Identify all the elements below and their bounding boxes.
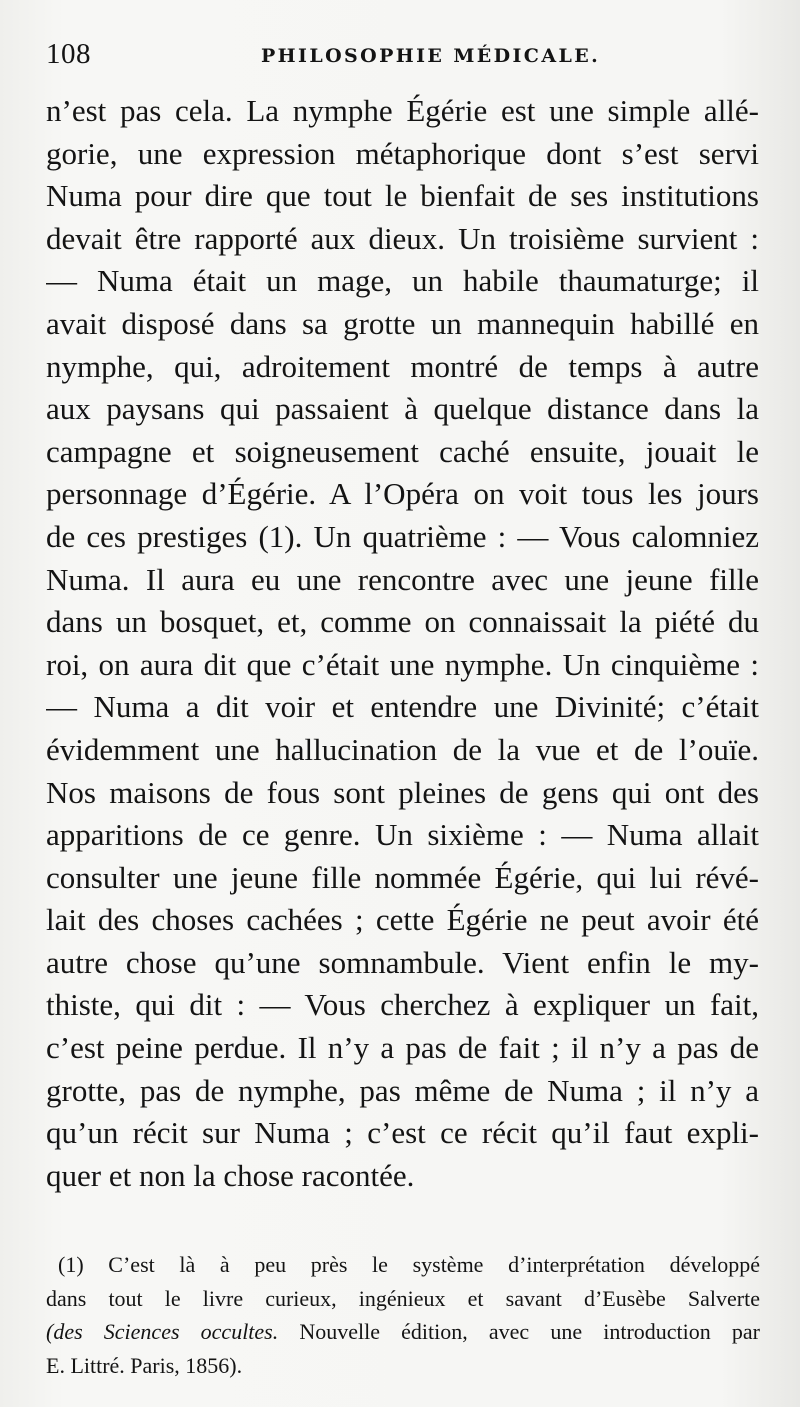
text-line: gorie, une expression métaphorique dont s’est servi bbox=[46, 135, 759, 171]
text-line: c’est peine perdue. Il n’y a pas de fait ; il n’y a pas de bbox=[46, 1030, 759, 1066]
text-line: n’est pas cela. La nymphe Égérie est une simple allé- bbox=[46, 93, 759, 128]
footnote-line: (1) C’est là à peu près le système d’interprétation développé bbox=[58, 1252, 760, 1277]
text-line: campagne et soigneusement caché ensuite, jouait le bbox=[46, 433, 759, 469]
text-line-last: quer et non la chose racontée. bbox=[46, 1157, 415, 1193]
text-line: apparitions de ce genre. Un sixième : — Numa allait bbox=[46, 817, 759, 853]
footnote-edition: Nouvelle édition, avec une introduction par bbox=[278, 1319, 760, 1344]
text-line: aux paysans qui passaient à quelque distance dans la bbox=[46, 391, 759, 427]
text-line: Nos maisons de fous sont pleines de gens qui ont des bbox=[46, 774, 759, 810]
body-text bbox=[46, 90, 759, 1197]
text-line: personnage d’Égérie. A l’Opéra on voit tous les jours bbox=[46, 476, 759, 512]
text-line: lait des choses cachées ; cette Égérie ne peut avoir été bbox=[46, 902, 759, 938]
footnote-line bbox=[46, 1315, 760, 1349]
page-header bbox=[46, 38, 766, 78]
footnote bbox=[46, 1248, 760, 1382]
footnote-line: E. Littré. Paris, 1856). bbox=[46, 1352, 243, 1378]
text-line: avait disposé dans sa grotte un mannequin habillé en bbox=[46, 305, 759, 341]
text-line: consulter une jeune fille nommée Égérie, qui lui révé- bbox=[46, 859, 759, 895]
text-line: Numa. Il aura eu une rencontre avec une jeune fille bbox=[46, 561, 759, 597]
footnote-line: dans tout le livre curieux, ingénieux et savant d’Eusèbe Salverte bbox=[46, 1285, 760, 1311]
text-line: évidemment une hallucination de la vue et de l’ouïe. bbox=[46, 731, 759, 767]
text-line: de ces prestiges (1). Un quatrième : — Vous calomniez bbox=[46, 518, 759, 554]
text-line: autre chose qu’une somnambule. Vient enfin le my- bbox=[46, 944, 759, 980]
text-line: nymphe, qui, adroitement montré de temps à autre bbox=[46, 348, 759, 384]
text-line: Numa pour dire que tout le bienfait de ses institutions bbox=[46, 178, 759, 214]
footnote-book-title: (des Sciences occultes. bbox=[46, 1319, 279, 1344]
text-line: roi, on aura dit que c’était une nymphe. Un cinquième : bbox=[46, 646, 759, 682]
running-title: PHILOSOPHIE MÉDICALE. bbox=[261, 45, 601, 67]
page-number: 108 bbox=[46, 38, 91, 70]
text-line: grotte, pas de nymphe, pas même de Numa ; il n’y a bbox=[46, 1072, 759, 1108]
text-line: thiste, qui dit : — Vous cherchez à expliquer un fait, bbox=[46, 987, 759, 1023]
text-line: — Numa a dit voir et entendre une Divinité; c’était bbox=[46, 689, 759, 725]
text-line: devait être rapporté aux dieux. Un troisième survient : bbox=[46, 220, 759, 256]
text-line: qu’un récit sur Numa ; c’est ce récit qu’il faut expli- bbox=[46, 1115, 759, 1151]
text-line: dans un bosquet, et, comme on connaissait la piété du bbox=[46, 604, 759, 640]
text-line: — Numa était un mage, un habile thaumaturge; il bbox=[46, 263, 759, 299]
